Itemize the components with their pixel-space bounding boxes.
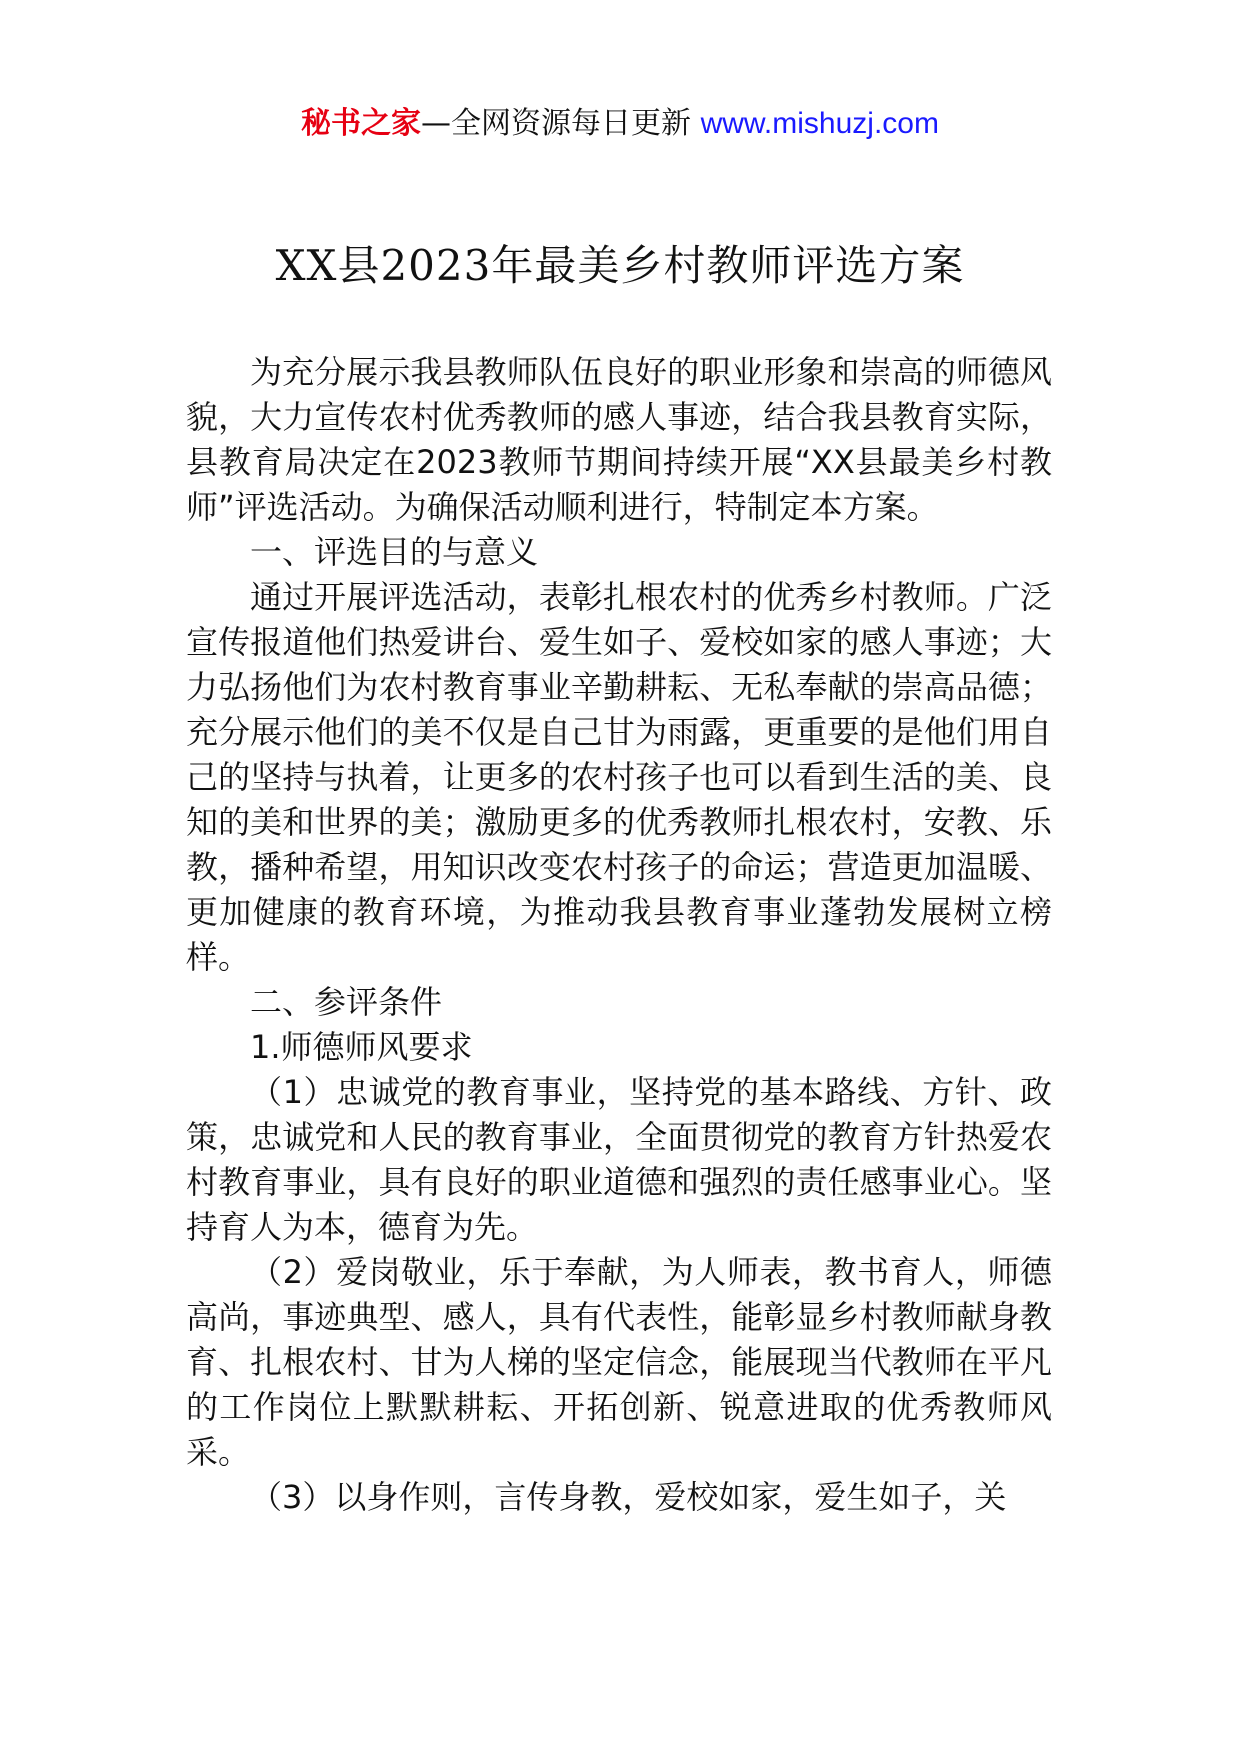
section-heading-purpose: 一、评选目的与意义 (250, 533, 539, 571)
document-title: XX县2023年最美乡村教师评选方案 (275, 241, 965, 290)
condition-item-3: （3）以身作则，言传身教，爱校如家，爱生如子，关 (250, 1478, 1007, 1516)
site-url-link[interactable]: www.mishuzj.com (700, 107, 939, 140)
section-heading-conditions: 二、参评条件 (250, 983, 443, 1021)
site-brand[interactable]: 秘书之家 (301, 106, 422, 141)
purpose-paragraph: 通过开展评选活动，表彰扎根农村的优秀乡村教师。广泛宣传报道他们热爱讲台、爱生如子、爱校如家的感人事迹；大力弘扬他们为农村教育事业辛勤耕耘、无私奉献的崇高品德；充分展示他们的美不仅是自己甘为雨露，更重要的是他们用自己的坚持与执着，让更多的农村孩子也可以看到生活的美、良知的美和世界的美；激励更多的优秀教师扎根农村，安教、乐教，播种希望，用知识改变农村孩子的命运；营造更加温暖、更加健康的教育环境，为推动我县教育事业蓬勃发展树立榜样。 (186, 578, 1052, 976)
document-body (186, 350, 1052, 1520)
condition-item-1: （1）忠诚党的教育事业，坚持党的基本路线、方针、政策，忠诚党和人民的教育事业，全面贯彻党的教育方针热爱农村教育事业，具有良好的职业道德和强烈的责任感事业心。坚持育人为本，德育为先。 (186, 1073, 1052, 1246)
intro-paragraph: 为充分展示我县教师队伍良好的职业形象和崇高的师德风貌，大力宣传农村优秀教师的感人事迹，结合我县教育实际，县教育局决定在2023教师节期间持续开展“XX县最美乡村教师”评选活动。为确保活动顺利进行，特制定本方案。 (186, 353, 1052, 526)
site-header (0, 104, 1240, 144)
condition-item-2: （2）爱岗敬业，乐于奉献，为人师表，教书育人，师德高尚，事迹典型、感人，具有代表性，能彰显乡村教师献身教育、扎根农村、甘为人梯的坚定信念，能展现当代教师在平凡的工作岗位上默默耕耘、开拓创新、锐意进取的优秀教师风采。 (186, 1253, 1052, 1471)
subsection-heading-ethics: 1.师德师风要求 (250, 1028, 473, 1066)
site-tagline: —全网资源每日更新 (421, 106, 692, 141)
